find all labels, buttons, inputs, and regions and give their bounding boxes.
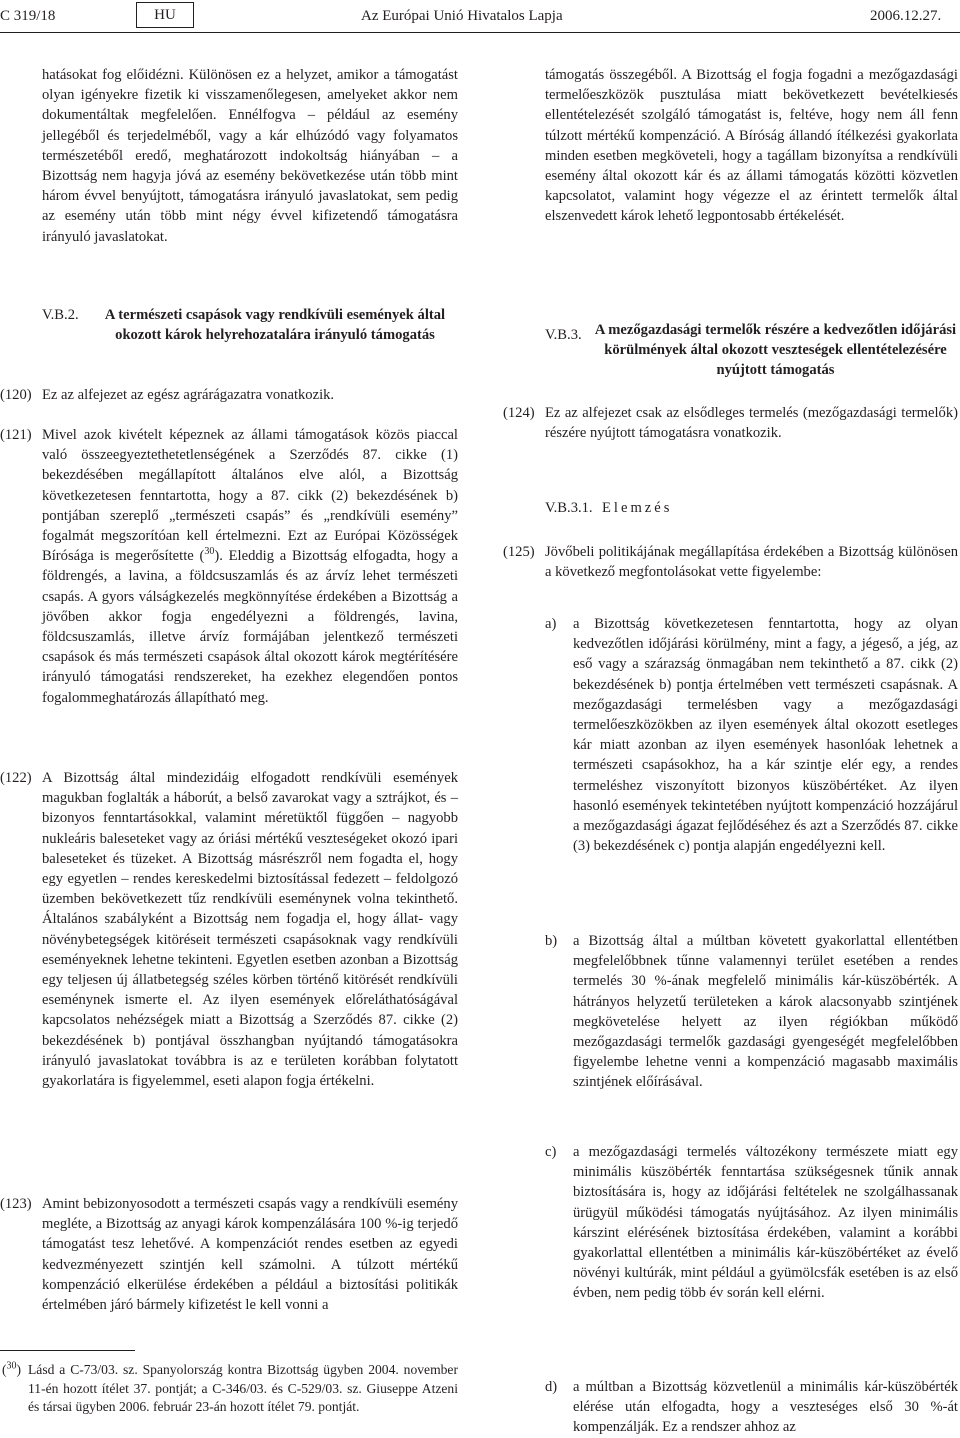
publication-date: 2006.12.27. bbox=[870, 8, 942, 24]
paragraph-number: (120) bbox=[0, 387, 32, 403]
paragraph-121-text-a: Mivel azok kivételt képeznek az állami támogatások közös piaccal való összeegyeztethetetlenségének a Szerződés 87. cikke (1) bekezdésében megállapított általános elve alól, a Bizottság következetesen fenntartotta, hogy a 87. cikk (2) bekezdésének b) pontjában szereplő „természeti csapás” és „rendkívüli esemény” fogalmát megszorítóan kell értelmezni. Ezt az Európai Közösségek Bírósága is megerősítette ( bbox=[42, 427, 458, 565]
paragraph-123: Amint bebizonyosodott a természeti csapás vagy a rendkívüli esemény megléte, a Bizottság az anyagi károk kompenzálására 100 %-ig terjedő támogatást tesz lehetővé. A kompenzációt rendes esetben az egyedi kedvezményezett szintjén kell számolni. A túlzott mértékű kompenzáció elkerülése érdekében a például a biztosítási politikák értelmében járó bármely kifizetést le kell vonni a bbox=[42, 1196, 458, 1314]
paragraph-124: Ez az alfejezet csak az elsődleges termelés (mezőgazdasági termelők) részére nyújtott támogatásra vonatkozik. bbox=[545, 405, 958, 442]
list-item-label: b) bbox=[545, 933, 558, 949]
section-title: A mezőgazdasági termelők részére a kedvezőtlen időjárási körülmények által okozott veszteségek ellentételezésére nyújtott támogatás bbox=[594, 322, 957, 378]
right-intro-paragraph: támogatás összegéből. A Bizottság el fogja fogadni a mezőgazdasági termelőeszközök pusztulása miatt bekövetkezett bevételkiesés ellentételezését szolgáló támogatást is, feltéve, hogy nem áll fenn túlzott mértékű kompenzáció. A Bíróság állandó ítélkezési gyakorlata minden esetben megköveteli, hogy a tagállam bizonyítsa a rendkívüli esemény által okozott kár és az állami támogatás közötti közvetlen kapcsolatot, valamint hogy végezze el az érintett termelők által elszenvedett károk lehető legpontosabb értékelését. bbox=[545, 67, 958, 225]
footnote-reference[interactable]: 30 bbox=[204, 546, 215, 558]
left-intro-paragraph: hatásokat fog előidézni. Különösen ez a helyzet, amikor a támogatást olyan igényekre fizetik ki visszamenőlegesen, amelyeket akkor nem dokumentáltak megfelelően. Ennélfogva – például az esemény jellegéből és terjedelméből, vagy a kár elhúzódó vagy folyamatos természetéből eredő, meghatározott indokoltság hiányában – a Bizottság nem hagyja jóvá az esemény bekövetkezése után több mint három évvel benyújtott, támogatásra irányuló javaslatokat, sem pedig az esemény után több mint négy évvel kifizetendő támogatásra irányuló javaslatokat. bbox=[42, 67, 458, 245]
paragraph-121-text-b: ). Eleddig a Bizottság elfogadta, hogy a földrengés, a lavina, a földcsuszamlás és az árvíz lehet természeti csapás. A gyors válságkezelés megkönnyítése érdekében a Bizottság a jövőben akkor fogja engedélyezni a földrengés, lavina, földcsuszamlás, illetve árvíz formájában jelentkező természeti csapások és más természeti csapások által okozott károk megtérítésére irányuló támogatási rendszereket, ha ezekhez elegendően pontos fogalommeghatározás állapítható meg. bbox=[42, 548, 459, 706]
paragraph-number: (121) bbox=[0, 427, 32, 443]
list-item-label: a) bbox=[545, 616, 557, 632]
journal-reference: C 319/18 bbox=[0, 8, 56, 24]
section-number: V.B.3. bbox=[545, 327, 582, 343]
paragraph-number: (124) bbox=[503, 405, 535, 421]
footnote-marker: ($^{30}$) bbox=[2, 1360, 22, 1377]
footnote-rule bbox=[0, 1350, 135, 1351]
paragraph-122: A Bizottság által mindezidáig elfogadott rendkívüli események magukban foglalták a háborút, a belső zavarokat vagy a sztrájkot, és – bizonyos fenntartásokkal, valamint méretüktől függően – nagyobb nukleáris baleseteket vagy az óriási mértékű veszteségeket okozó ipari baleseteket és tüzeket. A Bizottság másrészről nem fogadta el, hogy egy egyetlen – rendes kereskedelmi biztosítással fedezett – feldolgozó üzemben bekövetkezett tűz rendkívüli eseménynek volna tekinthető. Általános szabályként a Bizottság nem fogadja el, hogy állat- vagy növénybetegségek kitöréseit természeti csapásoknak vagy rendkívüli eseményeknek lehetne tekinteni. Egyetlen esetben azonban a Bizottság egy teljesen új állatbetegség széles körben történő kitörését rendkívüli eseménynek ismerte el. Az ilyen események előreláthatóságával kapcsolatos nehézségek miatt a Bizottság a Szerződés 87. cikke (2) bekezdésének b) pontjával összhangban nyújtandó támogatásokra irányuló javaslatokat továbbra is az e területen korábban folytatott gyakorlatára is figyelemmel, eseti alapon fogja értékelni. bbox=[42, 770, 458, 1090]
journal-title: Az Európai Unió Hivatalos Lapja bbox=[361, 8, 563, 24]
list-item-text: a Bizottság következetesen fenntartotta, hogy az olyan kedvezőtlen időjárási körülmény, mint a fagy, a jégeső, a jég, az eső vagy a szárazság önmagában nem tekinthető a 87. cikk (2) bekezdésének b) pontja értelmében vett természeti csapásnak. A mezőgazdasági termelésben vagy a mezőgazdasági termelőeszközökben az ilyen események által okozott esetleges kár miatt azonban az ilyen események hasonlóak lehetnek a természeti csapásokhoz, ha a kár szintje elér egy, a rendes termeléshez viszonyított bizonyos küszöbértéket. Az ilyen hasonló események tekintetében nyújtott kompenzáció hozzájárul a mezőgazdasági ágazat fejlődéséhez és azt a Szerződés 87. cikke (3) bekezdésének c) pontja alapján engedélyezni kell. bbox=[573, 616, 958, 855]
footnote-marker-number: 30 bbox=[6, 1360, 17, 1372]
list-item-text: a Bizottság által a múltban követett gyakorlattal ellentétben megfelelőbbnek tűnne valamennyi terület esetében a rendes termelés 30 %-ának megfelelő minimális kár-küszöbérték. A hátrányos helyzetű területeken a károk alacsonyabb szintjének megkövetelése helyett az ilyen régiókban működő mezőgazdasági termelők gazdasági gyengeségét megfelelőbben figyelembe lehetne venni a kompenzáció magasabb maximális szintjének előírásával. bbox=[573, 933, 958, 1091]
section-title: A természeti csapások vagy rendkívüli események által okozott károk helyrehozatalára irányuló támogatás bbox=[104, 307, 446, 343]
paragraph-125: Jövőbeli politikájának megállapítása érdekében a Bizottság különösen a következő megfontolásokat vette figyelembe: bbox=[545, 544, 958, 581]
section-number: V.B.2. bbox=[42, 307, 79, 323]
subsection-number: V.B.3.1. bbox=[545, 500, 593, 516]
paragraph-number: (125) bbox=[503, 544, 535, 560]
subsection-title: Elemzés bbox=[602, 500, 673, 516]
list-item-label: c) bbox=[545, 1144, 557, 1160]
footnote-text: Lásd a C-73/03. sz. Spanyolország kontra Bizottság ügyben 2004. november 11-én hozott ítélet 37. pontját; a C-346/03. és C-529/03. sz. Giuseppe Atzeni és társai ügyben 2006. február 23-án hozott ítélet 79. pontját. bbox=[28, 1362, 458, 1415]
paragraph-number: (122) bbox=[0, 770, 32, 786]
paragraph-number: (123) bbox=[0, 1196, 32, 1212]
list-item-text: a mezőgazdasági termelés változékony természete miatt egy minimális küszöbérték fenntartása szükségesnek tűnik annak biztosítására is, hogy az időjárási feltételek ne szolgálhassanak ürügyül működési támogatás nyújtásához. Az ilyen minimális kárszint elérésének biztosítása érdekében, valamint a korábbi gyakorlattal ellentétben a minimális kár-küszöbértéket az évelő növényi kultúrák, mint például a gyümölcsfák esetében is az első évben, nem pedig több év során kell elérni. bbox=[573, 1144, 958, 1302]
language-code-box: HU bbox=[136, 2, 194, 28]
paragraph-121 bbox=[42, 425, 458, 708]
list-item-text: a múltban a Bizottság közvetlenül a minimális kár-küszöbérték elérése után elfogadta, hogy a veszteséges első 30 %-át kompenzálják. Ez a rendszer ahhoz az bbox=[573, 1379, 958, 1436]
paragraph-120: Ez az alfejezet az egész agrárágazatra vonatkozik. bbox=[42, 387, 335, 403]
list-item-label: d) bbox=[545, 1379, 558, 1395]
header-rule bbox=[0, 32, 960, 33]
